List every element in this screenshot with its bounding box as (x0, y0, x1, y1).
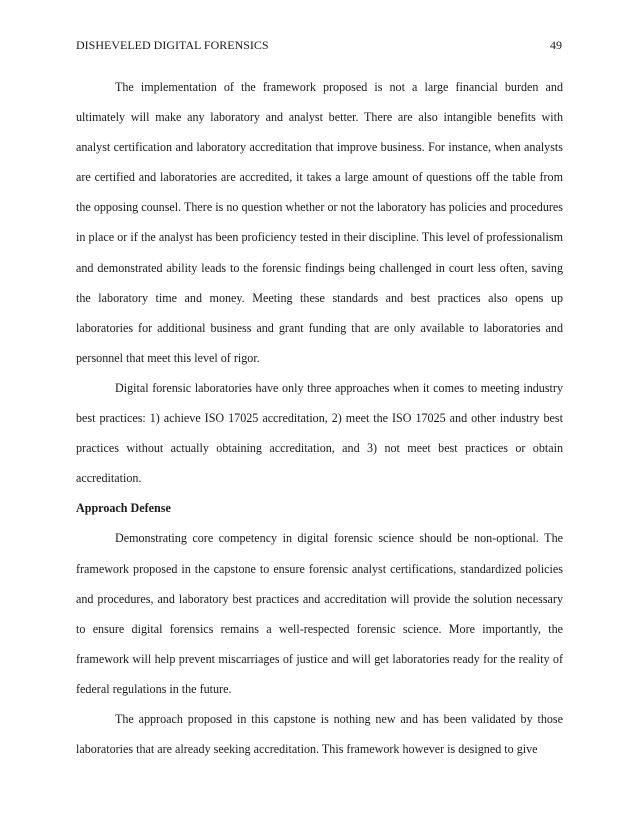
page-number: 49 (550, 38, 562, 52)
paragraph-approach-validated: The approach proposed in this capstone is nothing new and has been validated by those laboratories that are already seeking accreditation. This framework however is designed to give (76, 711, 563, 757)
paragraph-three-approaches: Digital forensic laboratories have only three approaches when it comes to meeting industry best practices: 1) achieve ISO 17025 accreditation, 2) meet the ISO 17025 and other industry best practices without actually obtaining accreditation, and 3) not meet best practices or obtain accreditation. (76, 380, 563, 486)
running-title: DISHEVELED DIGITAL FORENSICS (76, 38, 269, 52)
paragraph-cost-benefits: The implementation of the framework proposed is not a large financial burden and ultimately will make any laboratory and analyst better. There are also intangible benefits with analyst certification and laboratory accreditation that improve business. For instance, when analysts are certified and laboratories are accredited, it takes a large amount of questions off the table from the opposing counsel. There is no question whether or not the laboratory has policies and procedures in place or if the analyst has been proficiency tested in their discipline. This level of professionalism and demonstrated ability leads to the forensic findings being challenged in court less often, saving the laboratory time and money. Meeting these standards and best practices also opens up laboratories for additional business and grant funding that are only available to laboratories and personnel that meet this level of rigor. (76, 80, 563, 365)
section-heading: Approach Defense (76, 501, 171, 516)
paragraph-core-competency: Demonstrating core competency in digital forensic science should be non-optional. The framework proposed in the capstone to ensure forensic analyst certifications, standardized policies and procedures, and laboratory best practices and accreditation will provide the solution necessary to ensure digital forensics remains a well-respected forensic science. More importantly, the framework will help prevent miscarriages of justice and will get laboratories ready for the reality of federal regulations in the future. (76, 531, 563, 696)
body-text (76, 72, 563, 764)
running-head (76, 38, 562, 52)
